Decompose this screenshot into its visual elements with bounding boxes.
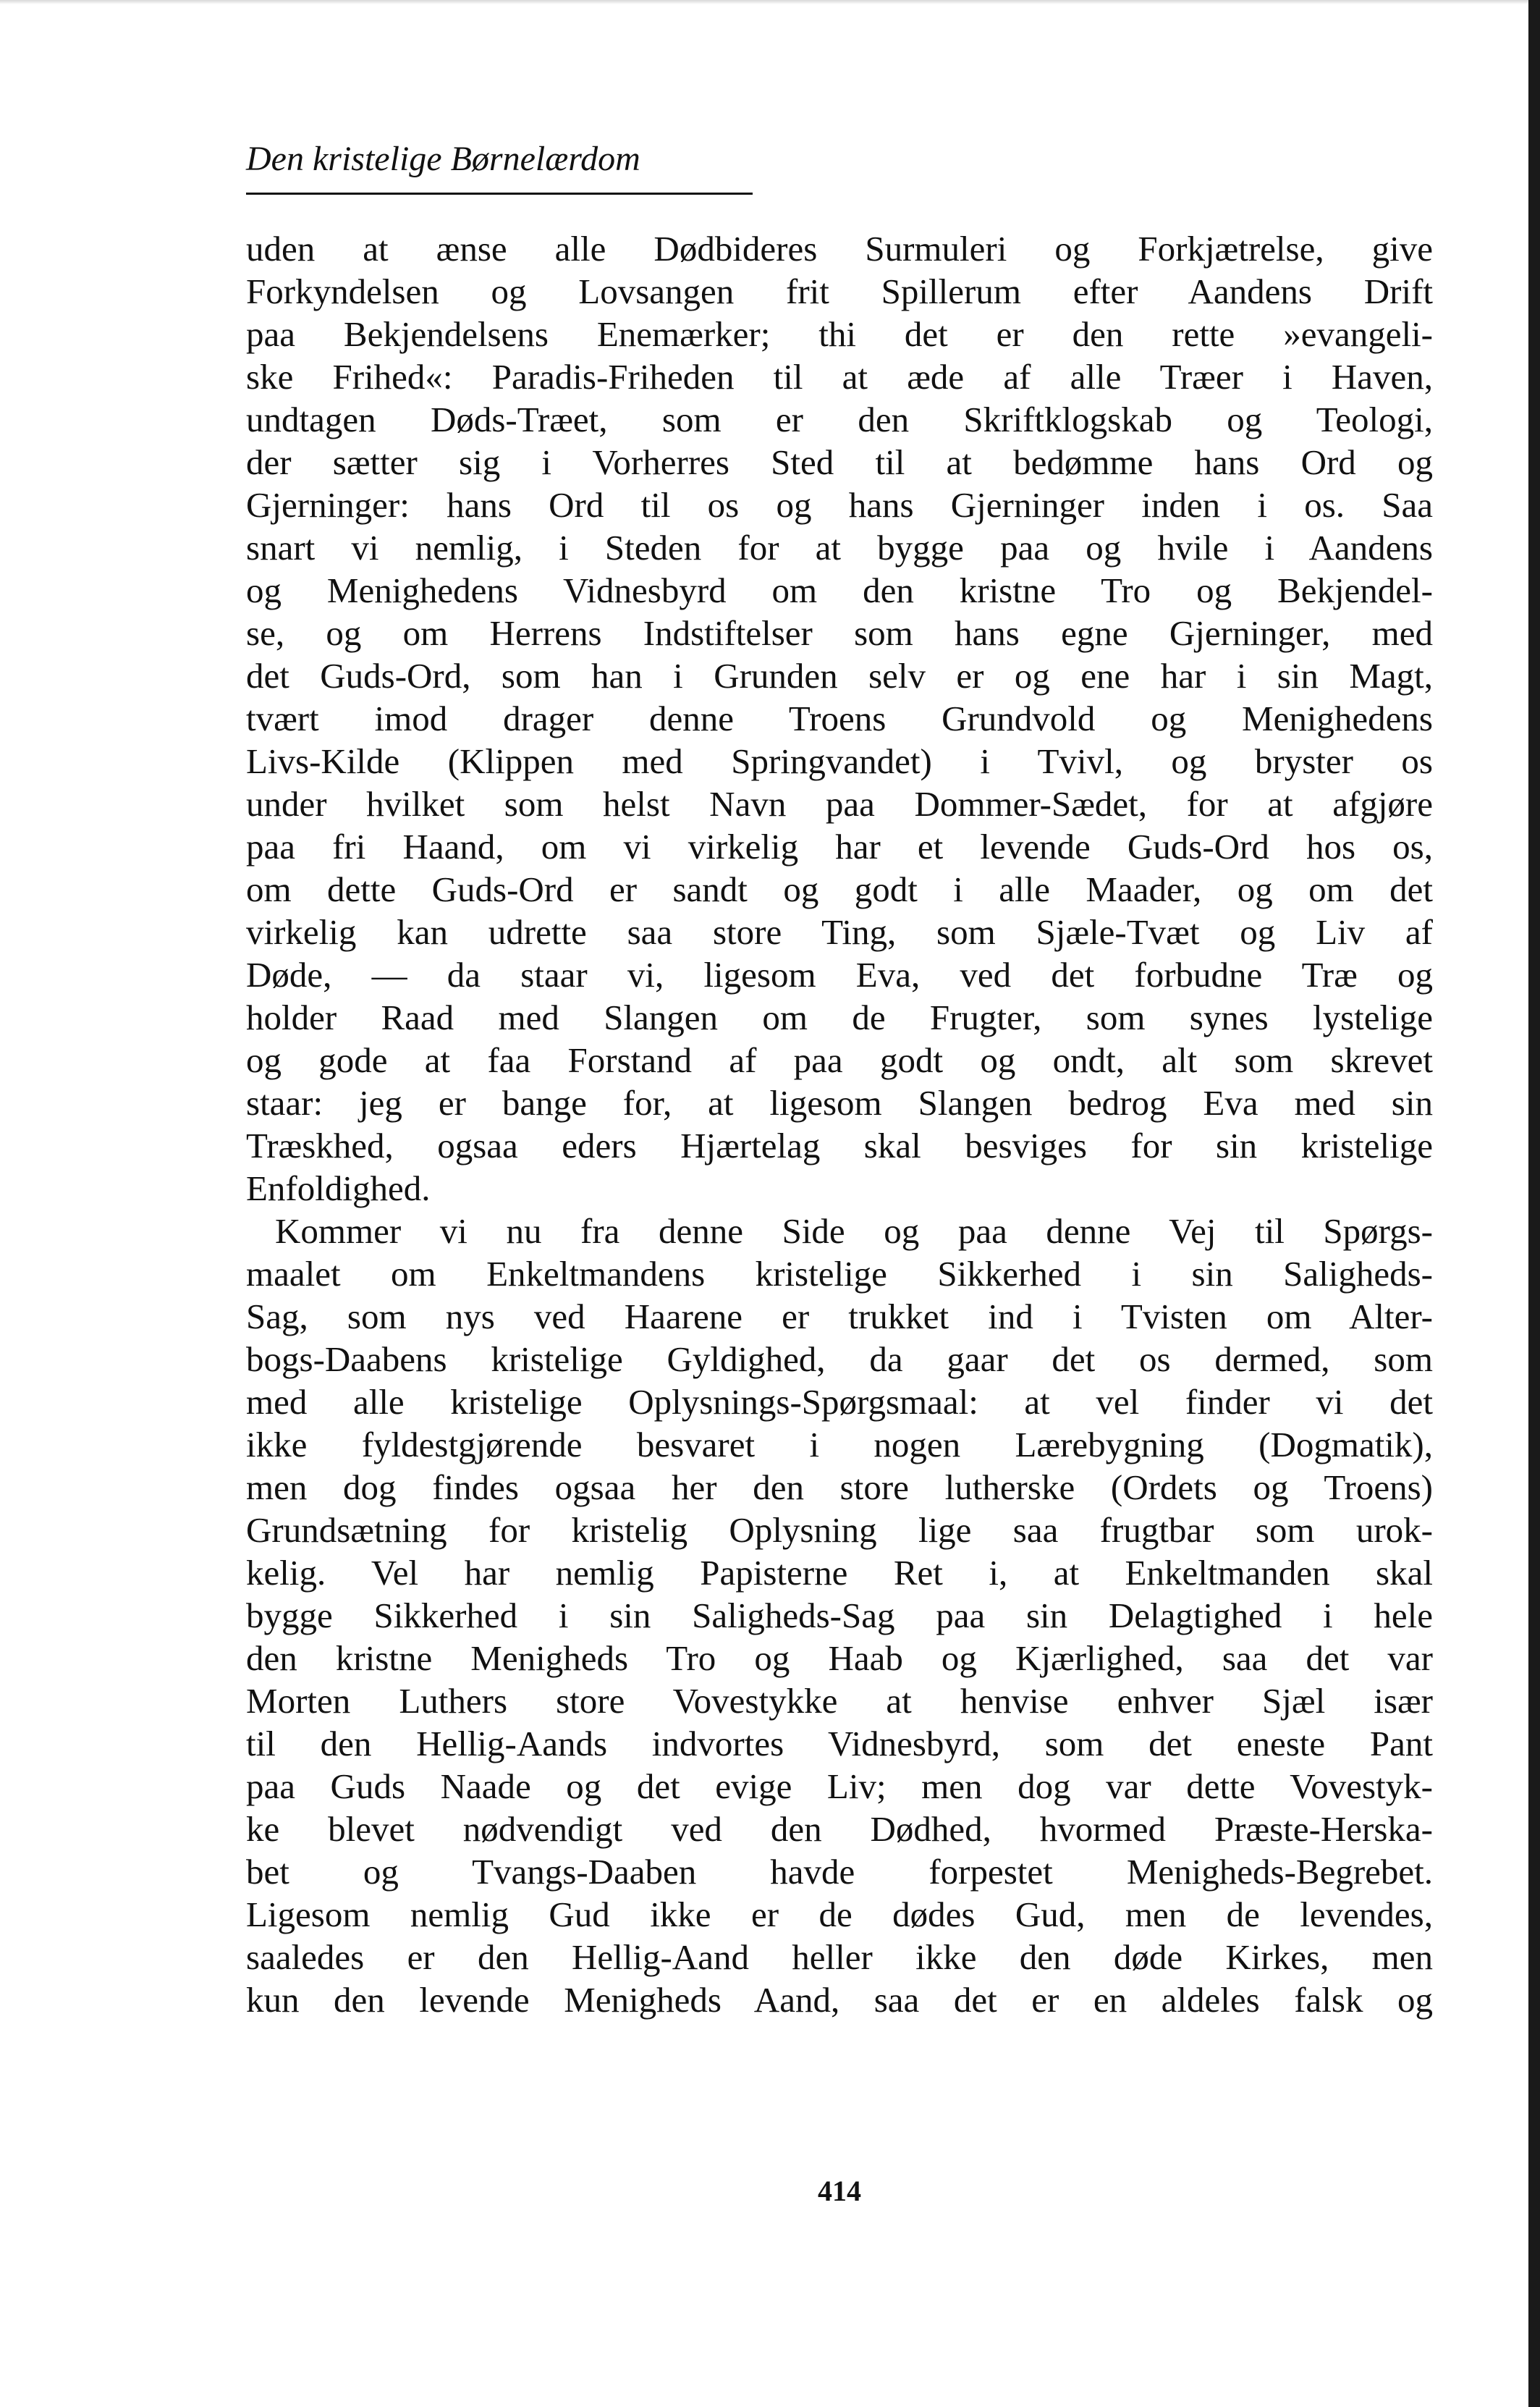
text-line: undtagen Døds-Træet, som er den Skriftklogskab og Teologi, bbox=[246, 400, 1433, 439]
running-head: Den kristelige Børnelærdom bbox=[246, 140, 640, 178]
text-line: Forkyndelsen og Lovsangen frit Spillerum efter Aandens Drift bbox=[246, 271, 1433, 311]
text-line: ske Frihed«: Paradis-Friheden til at æde af alle Træer i Haven, bbox=[246, 357, 1433, 397]
text-line: under hvilket som helst Navn paa Dommer-Sædet, for at afgjøre bbox=[246, 784, 1433, 824]
scan-top-edge bbox=[0, 0, 1540, 4]
text-line: se, og om Herrens Indstiftelser som hans egne Gjerninger, med bbox=[246, 613, 1433, 653]
body-text bbox=[246, 227, 1433, 2021]
text-line: Ligesom nemlig Gud ikke er de dødes Gud, men de levendes, bbox=[246, 1894, 1433, 1934]
paragraph-first-line: Kommer vi nu fra denne Side og paa denne Vej til Spørgs- bbox=[275, 1211, 1433, 1251]
text-line: og Menighedens Vidnesbyrd om den kristne Tro og Bekjendel- bbox=[246, 570, 1433, 610]
text-line: Døde, — da staar vi, ligesom Eva, ved det forbudne Træ og bbox=[246, 955, 1433, 995]
text-line: virkelig kan udrette saa store Ting, som Sjæle-Tvæt og Liv af bbox=[246, 912, 1433, 952]
text-line: men dog findes ogsaa her den store lutherske (Ordets og Troens) bbox=[246, 1467, 1433, 1507]
text-line: paa fri Haand, om vi virkelig har et levende Guds-Ord hos os, bbox=[246, 827, 1433, 867]
text-line: ke blevet nødvendigt ved den Dødhed, hvormed Præste-Herska- bbox=[246, 1809, 1433, 1849]
text-line: med alle kristelige Oplysnings-Spørgsmaal: at vel finder vi det bbox=[246, 1382, 1433, 1422]
text-line: den kristne Menigheds Tro og Haab og Kjærlighed, saa det var bbox=[246, 1638, 1433, 1678]
text-line: bogs-Daabens kristelige Gyldighed, da gaar det os dermed, som bbox=[246, 1339, 1433, 1379]
text-line: saaledes er den Hellig-Aand heller ikke den døde Kirkes, men bbox=[246, 1937, 1433, 1977]
text-line: kelig. Vel har nemlig Papisterne Ret i, at Enkeltmanden skal bbox=[246, 1553, 1433, 1593]
text-line: bet og Tvangs-Daaben havde forpestet Menigheds-Begrebet. bbox=[246, 1852, 1433, 1892]
text-line: Grundsætning for kristelig Oplysning lige saa frugtbar som urok- bbox=[246, 1510, 1433, 1550]
text-line: og gode at faa Forstand af paa godt og ondt, alt som skrevet bbox=[246, 1040, 1433, 1080]
text-line: Morten Luthers store Vovestykke at henvise enhver Sjæl især bbox=[246, 1681, 1433, 1721]
running-head-rule bbox=[246, 193, 753, 195]
text-line: maalet om Enkeltmandens kristelige Sikkerhed i sin Saligheds- bbox=[246, 1254, 1433, 1294]
text-line: til den Hellig-Aands indvortes Vidnesbyrd, som det eneste Pant bbox=[246, 1724, 1433, 1763]
text-line: Gjerninger: hans Ord til os og hans Gjerninger inden i os. Saa bbox=[246, 485, 1433, 525]
paragraph-last-line: Enfoldighed. bbox=[246, 1168, 431, 1208]
text-line: uden at ænse alle Dødbideres Surmuleri og Forkjætrelse, give bbox=[246, 229, 1433, 269]
text-line: snart vi nemlig, i Steden for at bygge paa og hvile i Aandens bbox=[246, 528, 1433, 568]
text-line: Træskhed, ogsaa eders Hjærtelag skal besviges for sin kristelige bbox=[246, 1126, 1433, 1165]
page-number: 414 bbox=[818, 2175, 861, 2207]
text-line: Sag, som nys ved Haarene er trukket ind i Tvisten om Alter- bbox=[246, 1297, 1433, 1336]
text-line: tvært imod drager denne Troens Grundvold og Menighedens bbox=[246, 699, 1433, 738]
text-line: holder Raad med Slangen om de Frugter, som synes lystelige bbox=[246, 998, 1433, 1037]
text-line: staar: jeg er bange for, at ligesom Slangen bedrog Eva med sin bbox=[246, 1083, 1433, 1123]
text-line: bygge Sikkerhed i sin Saligheds-Sag paa sin Delagtighed i hele bbox=[246, 1595, 1433, 1635]
text-line: kun den levende Menigheds Aand, saa det er en aldeles falsk og bbox=[246, 1980, 1433, 2020]
text-line: ikke fyldestgjørende besvaret i nogen Lærebygning (Dogmatik), bbox=[246, 1425, 1433, 1464]
scan-right-edge bbox=[1528, 0, 1540, 2407]
text-line: om dette Guds-Ord er sandt og godt i alle Maader, og om det bbox=[246, 869, 1433, 909]
text-line: paa Bekjendelsens Enemærker; thi det er den rette »evangeli- bbox=[246, 314, 1433, 354]
text-line: paa Guds Naade og det evige Liv; men dog var dette Vovestyk- bbox=[246, 1766, 1433, 1806]
text-line: Livs-Kilde (Klippen med Springvandet) i Tvivl, og bryster os bbox=[246, 741, 1433, 781]
text-line: det Guds-Ord, som han i Grunden selv er og ene har i sin Magt, bbox=[246, 656, 1433, 696]
text-line: der sætter sig i Vorherres Sted til at bedømme hans Ord og bbox=[246, 442, 1433, 482]
